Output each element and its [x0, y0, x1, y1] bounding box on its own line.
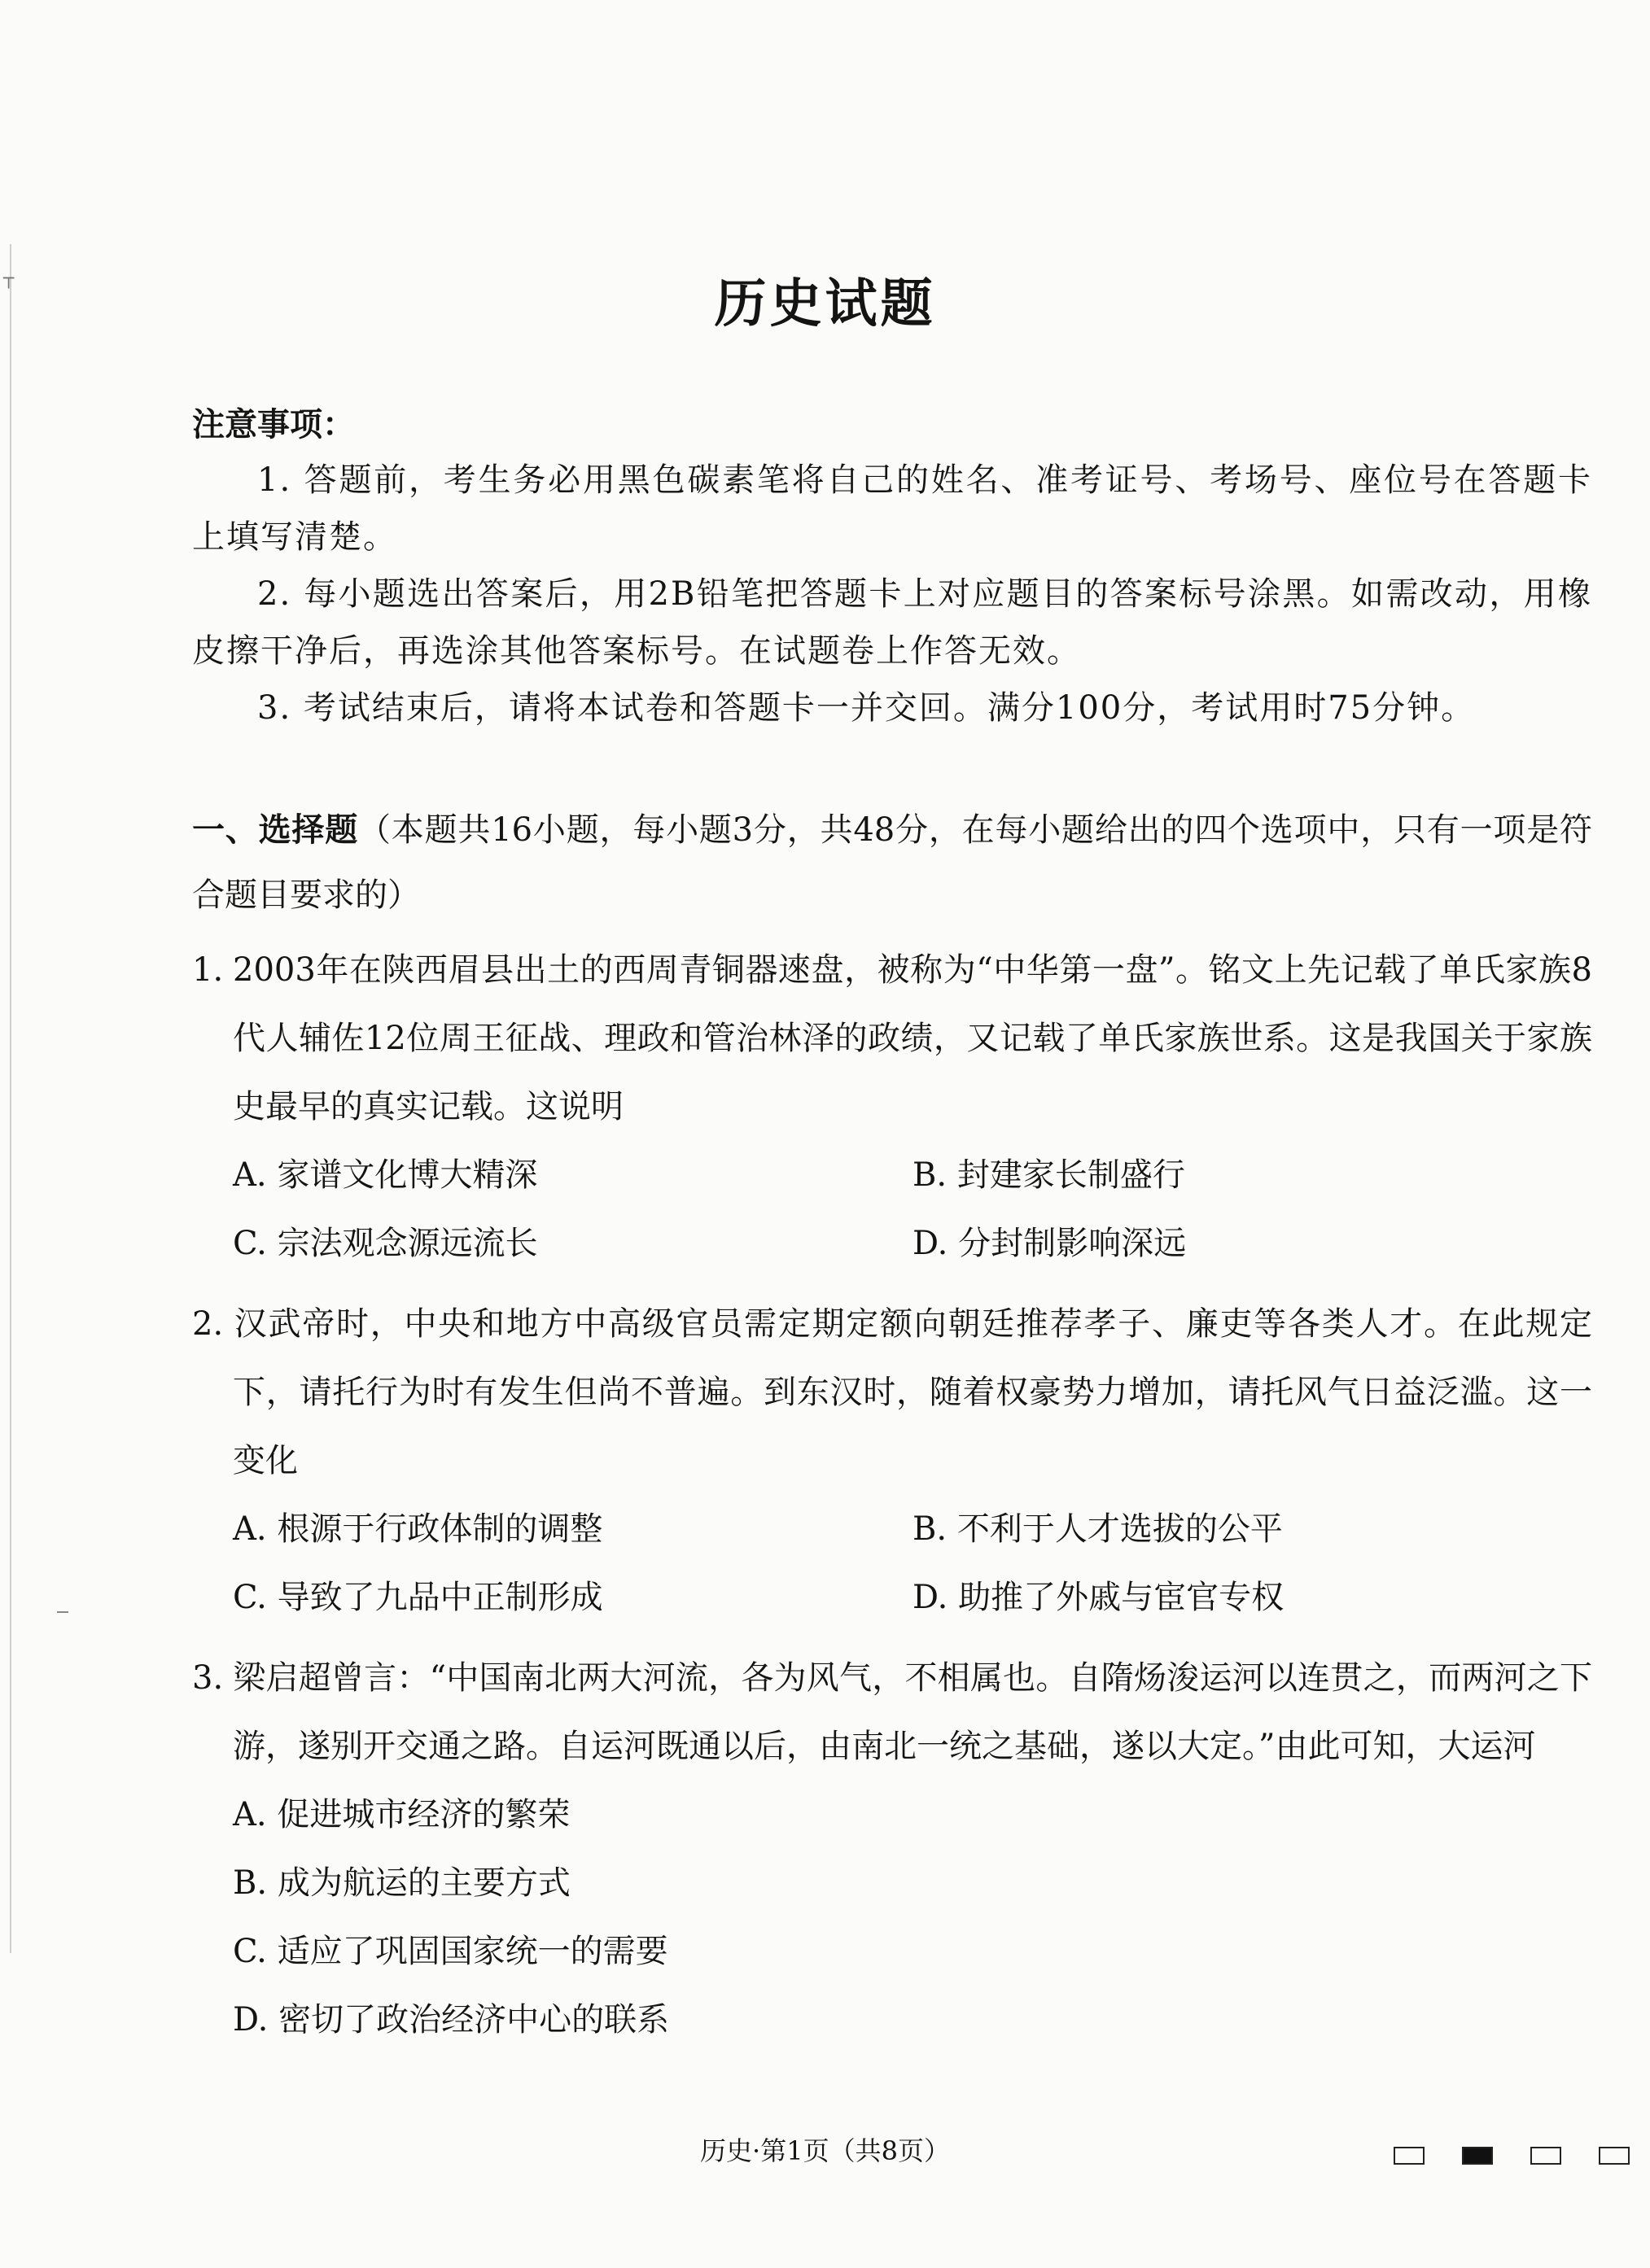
option-c: C. 宗法观念源远流长 — [233, 1225, 538, 1262]
notice-item: 1. 答题前，考生务必用黑色碳素笔将自己的姓名、准考证号、考场号、座位号在答题卡上填写清楚。 — [192, 461, 1592, 556]
page-title: 历史试题 — [714, 273, 936, 334]
section-title: 一、选择题 — [192, 811, 358, 849]
option-d: D. 助推了外戚与宦官专权 — [913, 1579, 1285, 1616]
section-header — [192, 798, 1592, 928]
marker-box — [1394, 2147, 1425, 2165]
binding-margin-line — [10, 244, 11, 1953]
question-stem: 梁启超曾言：“中国南北两大河流，各为风气，不相属也。自隋炀浚运河以连贯之，而两河之下游，遂别开交通之路。自运河既通以后，由南北一统之基础，遂以大定。”由此可知，大运河 — [233, 1659, 1592, 1765]
marker-box-filled — [1462, 2147, 1493, 2165]
option-a: A. 根源于行政体制的调整 — [233, 1510, 603, 1548]
marker-box — [1599, 2147, 1630, 2165]
notice-item: 3. 考试结束后，请将本试卷和答题卡一并交回。满分100分，考试用时75分钟。 — [257, 689, 1476, 727]
marker-box — [1530, 2147, 1561, 2165]
question-number: 2. — [192, 1305, 224, 1343]
option-b: B. 成为航运的主要方式 — [233, 1864, 571, 1902]
option-b: B. 不利于人才选拔的公平 — [913, 1510, 1283, 1548]
crop-mark: ┬ — [3, 269, 15, 289]
scan-mark — [57, 1611, 68, 1613]
question-number: 1. — [192, 951, 224, 989]
option-a: A. 促进城市经济的繁荣 — [233, 1796, 571, 1833]
question-1 — [192, 936, 1592, 1278]
option-d: D. 分封制影响深远 — [913, 1225, 1187, 1262]
page-marker-boxes — [1394, 2147, 1630, 2165]
notice-heading: 注意事项： — [192, 406, 355, 444]
notice-list — [192, 452, 1592, 736]
page-footer: 历史·第1页（共8页） — [700, 2135, 950, 2166]
question-number: 3. — [192, 1659, 224, 1697]
question-stem: 汉武帝时，中央和地方中高级官员需定期定额向朝廷推荐孝子、廉吏等各类人才。在此规定下，请托行为时有发生但尚不普遍。到东汉时，随着权豪势力增加，请托风气日益泛滥。这一变化 — [233, 1305, 1592, 1479]
option-a: A. 家谱文化博大精深 — [233, 1156, 538, 1194]
section-description: （本题共16小题，每小题3分，共48分，在每小题给出的四个选项中，只有一项是符合题目要求的） — [192, 811, 1593, 914]
question-stem: 2003年在陕西眉县出土的西周青铜器逨盘，被称为“中华第一盘”。铭文上先记载了单氏家族8代人辅佐12位周王征战、理政和管治林泽的政绩，又记载了单氏家族世系。这是我国关于家族史最早的真实记载。这说明 — [233, 951, 1592, 1125]
option-c: C. 导致了九品中正制形成 — [233, 1579, 603, 1616]
notice-item: 2. 每小题选出答案后，用2B铅笔把答题卡上对应题目的答案标号涂黑。如需改动，用橡皮擦干净后，再选涂其他答案标号。在试题卷上作答无效。 — [192, 575, 1592, 670]
question-3 — [192, 1644, 1592, 2054]
option-b: B. 封建家长制盛行 — [913, 1156, 1185, 1194]
question-2 — [192, 1290, 1592, 1632]
option-d: D. 密切了政治经济中心的联系 — [233, 2001, 670, 2039]
option-c: C. 适应了巩固国家统一的需要 — [233, 1933, 668, 1970]
